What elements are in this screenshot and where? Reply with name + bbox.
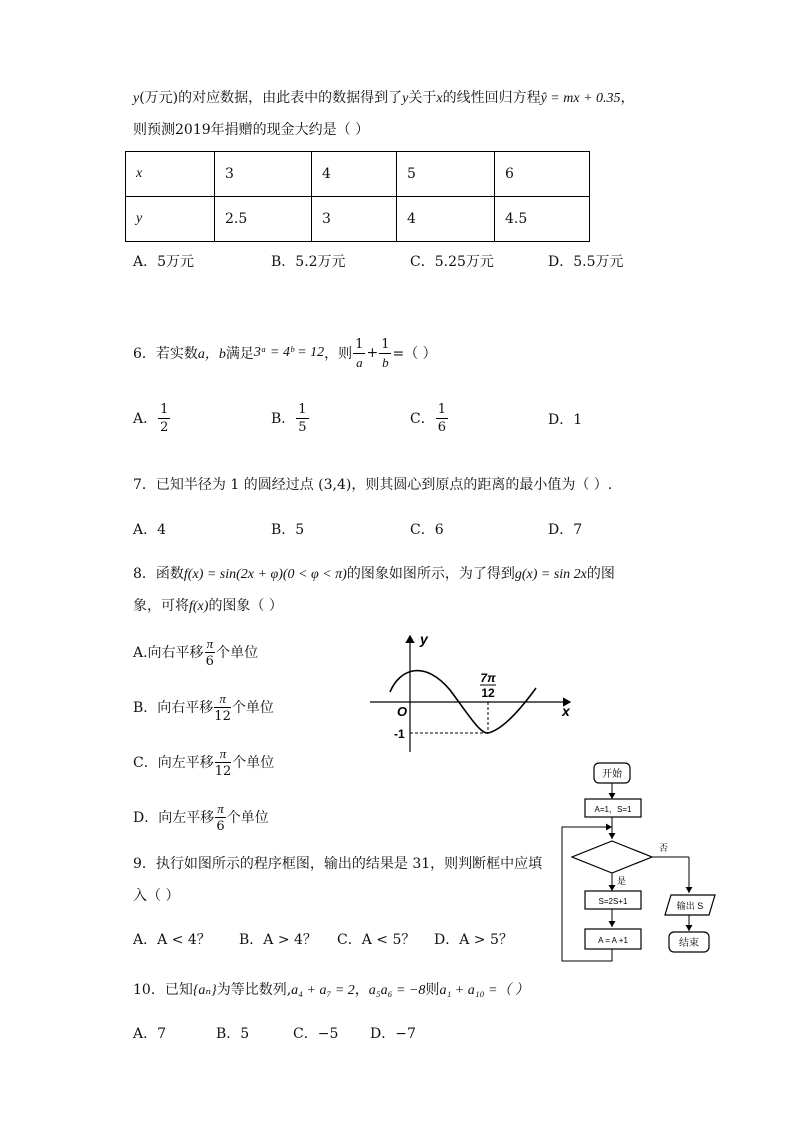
fraction: $\frac{\pi}{6}$ xyxy=(216,800,225,834)
intro-text-2: 关于 xyxy=(408,90,437,106)
table-cell: 3 xyxy=(215,152,312,197)
data-table xyxy=(125,151,590,242)
flow-update-a-label: A = A +1 xyxy=(598,936,628,945)
q9-option-b: B．A > 4？ xyxy=(239,932,317,948)
flow-init-label: A=1，S=1 xyxy=(594,805,632,814)
sequence: {aₙ} xyxy=(192,983,217,998)
var-x: x xyxy=(436,91,443,106)
function-f: f(x) = sin(2x + φ)(0 < φ < π) xyxy=(183,567,347,582)
fraction: $\frac{\pi}{12}$ xyxy=(214,745,232,779)
q10-stem: 10．已知{aₙ}为等比数列,a₄ + a₇ = 2，a₅a₆ = −8则a₁ + a₁₀ =（ ） xyxy=(133,982,529,998)
sine-graph xyxy=(370,630,580,755)
table-cell: 4 xyxy=(312,152,397,197)
intro-text-3: 的线性回归方程 xyxy=(442,90,541,106)
fraction-1-over-b: $\frac{1}{b}$ xyxy=(381,336,390,370)
table-cell: 4 xyxy=(397,197,495,242)
origin-label: O xyxy=(397,704,408,719)
var-y: y xyxy=(402,91,409,106)
q8-option-a: A.向右平移 $\frac{\pi}{6}$ 个单位 xyxy=(133,635,259,669)
intro-text-1: (万元)的对应数据，由此表中的数据得到了 xyxy=(139,90,403,106)
fraction: $\frac{\pi}{12}$ xyxy=(214,690,231,724)
intro-line-2: 则预测2019年捐赠的现金大约是（ ） xyxy=(133,122,370,138)
flowchart xyxy=(555,755,740,970)
var-y: y xyxy=(133,91,140,106)
flow-no-label: 否 xyxy=(659,843,669,853)
q7-option-b: B．5 xyxy=(271,522,305,538)
table-cell: 3 xyxy=(312,197,397,242)
regression-equation: ŷ = mx + 0.35 xyxy=(540,91,621,106)
q8-stem-line-1: 8．函数f(x) = sin(2x + φ)(0 < φ < π)的图象如图所示，为了得到g(x) = sin 2x的图 xyxy=(133,566,615,582)
q6-prefix: 6．若实数 xyxy=(133,346,198,362)
q9-stem-line-1: 9．执行如图所示的程序框图，输出的结果是 31，则判断框中应填 xyxy=(133,856,543,872)
q7-option-a: A．4 xyxy=(133,522,167,538)
row-header: x xyxy=(126,152,215,197)
q5-option-c: C．5.25万元 xyxy=(410,254,494,270)
fraction: $\frac{\pi}{6}$ xyxy=(205,635,214,669)
q5-option-d: D．5.5万元 xyxy=(548,254,624,270)
q10-option-c: C．−5 xyxy=(293,1026,339,1042)
tick-denominator: 12 xyxy=(481,686,495,700)
flow-decision-diamond xyxy=(572,841,652,873)
q8-stem-line-2: 象，可将f(x)的图象（ ） xyxy=(133,598,283,614)
table-cell: 6 xyxy=(495,152,590,197)
q7-stem: 7．已知半径为 1 的圆经过点 (3,4)，则其圆心到原点的距离的最小值为（ ）. xyxy=(133,477,613,493)
q10-option-b: B．5 xyxy=(216,1026,250,1042)
tick-numerator: 7π xyxy=(480,671,496,685)
q6-then: ，则 xyxy=(324,346,353,362)
q5-option-a: A．5万元 xyxy=(133,254,195,270)
table-cell: 4.5 xyxy=(495,197,590,242)
q8-option-c: C．向左平移 $\frac{\pi}{12}$ 个单位 xyxy=(133,745,275,779)
q6-option-a: A． $\frac{1}{2}$ xyxy=(133,401,169,435)
min-value-label: -1 xyxy=(394,727,405,741)
row-header: y xyxy=(126,197,215,242)
q8-option-d: D．向左平移 $\frac{\pi}{6}$ 个单位 xyxy=(133,800,269,834)
q8-option-b: B．向右平移 $\frac{\pi}{12}$ 个单位 xyxy=(133,690,274,724)
x-axis-label: x xyxy=(562,703,570,719)
intro-line-1 xyxy=(133,87,635,107)
q6-end: =（ ） xyxy=(392,346,437,362)
q7-option-c: C．6 xyxy=(410,522,444,538)
q6-vars: a，b xyxy=(197,347,226,362)
q5-option-b: B．5.2万元 xyxy=(271,254,346,270)
q6-option-c: C． $\frac{1}{6}$ xyxy=(410,401,446,435)
plus-sign: + xyxy=(366,345,379,361)
q7-option-d: D．7 xyxy=(548,522,583,538)
fraction: $\frac{1}{2}$ xyxy=(160,401,169,435)
q6-option-d: D．1 xyxy=(548,412,583,428)
q9-stem-line-2: 入（ ） xyxy=(133,888,180,904)
table-row xyxy=(126,152,590,197)
fraction: $\frac{1}{5}$ xyxy=(298,401,307,435)
function-g: g(x) = sin 2x xyxy=(514,567,587,582)
table-cell: 5 xyxy=(397,152,495,197)
q10-option-a: A．7 xyxy=(133,1026,167,1042)
q6-stem xyxy=(133,333,437,373)
flow-output-label: 输出 S xyxy=(676,901,704,911)
q6-option-b: B． $\frac{1}{5}$ xyxy=(271,401,307,435)
q6-equation: 3ᵃ = 4ᵇ = 12 xyxy=(253,345,325,360)
fraction: $\frac{1}{6}$ xyxy=(437,401,446,435)
flow-update-s-label: S=2S+1 xyxy=(598,897,628,906)
flow-start-label: 开始 xyxy=(602,769,622,780)
q9-option-a: A．A < 4？ xyxy=(133,932,211,948)
y-axis-label: y xyxy=(420,631,428,647)
q10-option-d: D．−7 xyxy=(370,1026,416,1042)
table-row xyxy=(126,197,590,242)
fraction-1-over-a: $\frac{1}{a}$ xyxy=(355,336,364,370)
condition-1: a₄ + a₇ = 2 xyxy=(291,983,355,998)
flow-end-label: 结束 xyxy=(679,938,699,949)
q10-question: a₁ + a₁₀ =（ ） xyxy=(439,983,529,998)
q9-option-d: D．A > 5？ xyxy=(434,932,513,948)
intro-text-4: ， xyxy=(620,90,635,106)
condition-2: a₅a₆ = −8 xyxy=(368,983,426,998)
flow-yes-label: 是 xyxy=(617,876,627,886)
table-cell: 2.5 xyxy=(215,197,312,242)
q6-mid: 满足 xyxy=(225,346,254,362)
q9-option-c: C．A < 5？ xyxy=(337,932,416,948)
